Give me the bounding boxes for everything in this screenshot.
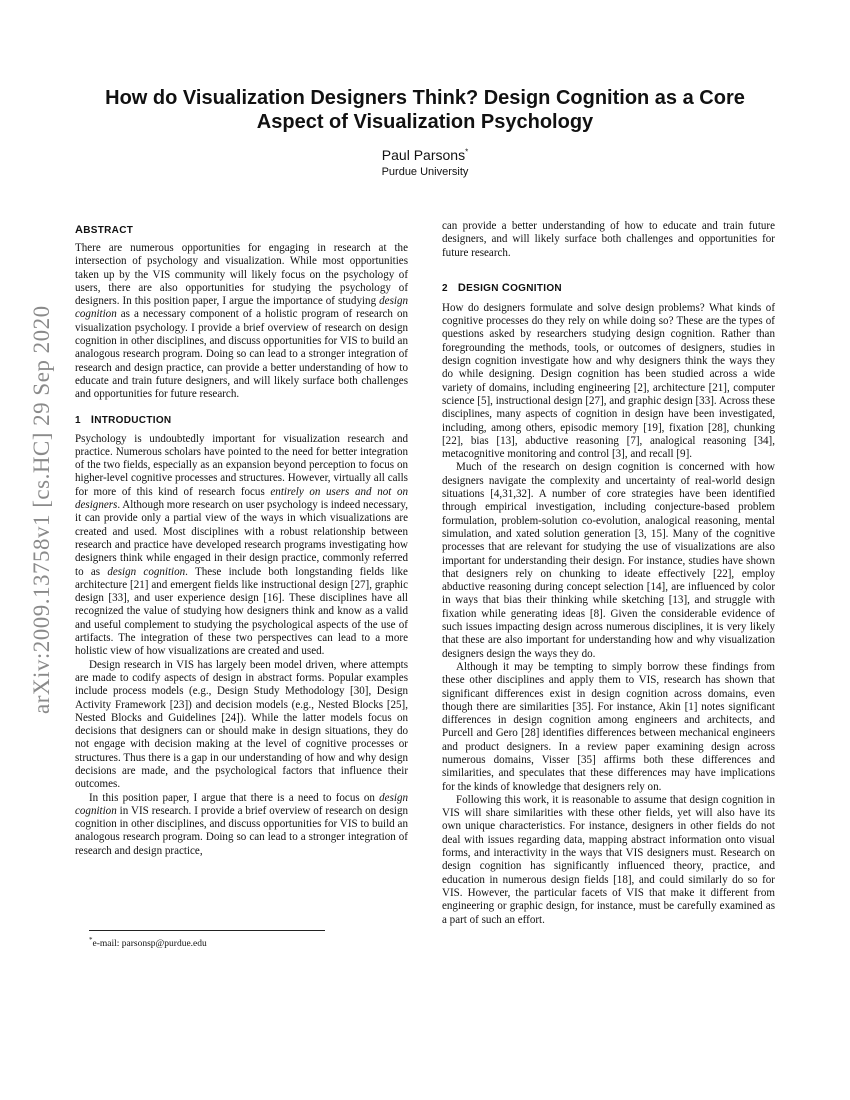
design-cognition-paragraph-3: Although it may be tempting to simply borrow these findings from these other disciplines and apply them to VIS, research has shown that significant differences exist in design cognition across domains, even though there are similarities [35]. For instance, Akin [1] notes significant differences in design cognition among engineers and architects, and Purcell and Gero [28] identifies differences between mechanical engineers and product designers. In a review paper examining design across numerous domains, Visser [35] affirms both these differences and similarities, and speculates that these differences may have implications for the kinds of knowledge that designers rely on. [442,660,775,793]
intro-paragraph-3-continued: can provide a better understanding of how to educate and train future designers, and will likely surface both challenges and opportunities for future research. [442,220,775,259]
footnote: *e-mail: parsonsp@purdue.edu [89,936,207,950]
design-cognition-paragraph-2: Much of the research on design cognition is concerned with how designers navigate the complexity and uncertainty of real-world design situations [4,31,32]. A number of core strategies have been identified through empirical investigation, including conjecture-based problem formulation, problem-solution co-evolution, analogical reasoning, mental simulation, and xated solution generation [3, 15]. Many of the cognitive processes that are relevant for studying the use of visualizations are also important for understanding their design. For instance, studies have shown that designers rely on chunking to ideate effectively [22], employ abductive reasoning during concept selection [14], are influenced by color in ways that bias their thinking while sketching [13], and struggle with fixation while generating ideas [8]. Given the considerable evidence of such issues impacting design across numerous disciplines, it is very likely that these are also important for understanding how and why visualization designers design the ways they do. [442,461,775,660]
introduction-heading: 1 INTRODUCTION [75,413,172,426]
paper-title: How do Visualization Designers Think? Design Cognition as a Core Aspect of Visualization Psychology [105,87,745,133]
arxiv-identifier-stamp: arXiv:2009.13758v1 [cs.HC] 29 Sep 2020 [29,305,54,714]
intro-paragraph-3: In this position paper, I argue that there is a need to focus on design cognition in VIS research. I provide a brief overview of research on design cognition in other disciplines, and discuss opportunities for VIS to build an analogous research program. Doing so can lead to a stronger integration of research and design practice, [75,791,408,857]
author-name: Paul Parsons [381,147,466,163]
abstract-paragraph: There are numerous opportunities for engaging in research at the intersection of psychology and visualization. While most opportunities taken up by the VIS community will likely focus on the psychology of users, there are also opportunities for studying the psychology of designers. In this position paper, I argue the importance of studying design cognition as a necessary component of a holistic program of research on visualization psychology. I provide a brief overview of research on design cognition in other disciplines, and discuss opportunities for VIS to build an analogous research program. Doing so can lead to a stronger integration of research and design practice, can provide a better understanding of how to educate and train future designers, and will likely surface both challenges and opportunities for future research. [75,242,408,401]
left-column [75,220,408,858]
design-cognition-paragraph-4: Following this work, it is reasonable to assume that design cognition in VIS will share similarities with these other fields, yet will also have its own unique characteristics. For instance, designers in other fields do not deal with issues regarding data, mapping abstract information onto visual forms, and interactivity in the ways that VIS designers must. Research on design cognition has significantly influenced theory, practice, and education in numerous design fields [18], and could similarly do so for VIS. However, the particular facets of VIS that make it different from engineering or graphic design, for instance, must be carefully examined as a part of such an effort. [442,793,775,926]
author-line [0,147,850,163]
right-column [442,220,775,927]
intro-paragraph-1: Psychology is undoubtedly important for visualization research and practice. Numerous scholars have pointed to the need for better integration of the two fields, especially as an expansion beyond perception to focus on higher-level cognitive processes and structures. However, virtually all calls for more of this kind of research focus entirely on users and not on designers. Although more research on user psychology is indeed necessary, it can provide only a partial view of the ways in which visualizations are created and used. Most disciplines with a robust relationship between research and practice have developed research programs investigating how designers think while engaged in their design practice, commonly referred to as design cognition. These include both longstanding fields like architecture [21] and emergent fields like instructional design [27], graphic design [33], and user experience design [16]. These disciplines have all recognized the value of studying how designers think and know as a valid and useful complement to studying the psychological aspects of the use of artifacts. The integration of these two perspectives can lead to a more holistic view of how visualizations are created and used. [75,432,408,658]
design-cognition-heading: 2 DESIGN COGNITION [442,281,562,294]
author-footnote-mark: * [465,147,469,157]
design-cognition-paragraph-1: How do designers formulate and solve design problems? What kinds of cognitive processes do they rely on while doing so? These are the types of questions asked by researchers studying design cognition. Rather than foregrounding the methods, tools, or outcomes of designers, studies in design cognition investigate how and why designers think the ways they do while designing. Design cognition has been studied across a wide variety of domains, including engineering [2], architecture [21], computer science [5], instructional design [27], and graphic design [33]. Across these disciplines, many aspects of cognition in design have been investigated, including, among others, episodic memory [19], fixation [28], chunking [22], bias [13], abductive reasoning [7], analogical reasoning [34], metacognitive monitoring and control [3], and recall [9]. [442,301,775,461]
footnote-rule [89,930,325,931]
affiliation: Purdue University [381,166,469,178]
abstract-heading: ABSTRACT [75,224,134,236]
intro-paragraph-2: Design research in VIS has largely been model driven, where attempts are made to codify aspects of design in abstract forms. Popular examples include process models (e.g., Design Study Methodology [30], Design Activity Framework [23]) and decision models (e.g., Nested Blocks [25], Nested Blocks and Guidelines [24]). While the latter models focus on decisions that designers can or should make in design situations, they do not engage with decision making at the level of cognitive processes or structures. Thus there is a gap in our understanding of how and why design decisions are made, and the psychological factors that influence their outcomes. [75,658,408,791]
